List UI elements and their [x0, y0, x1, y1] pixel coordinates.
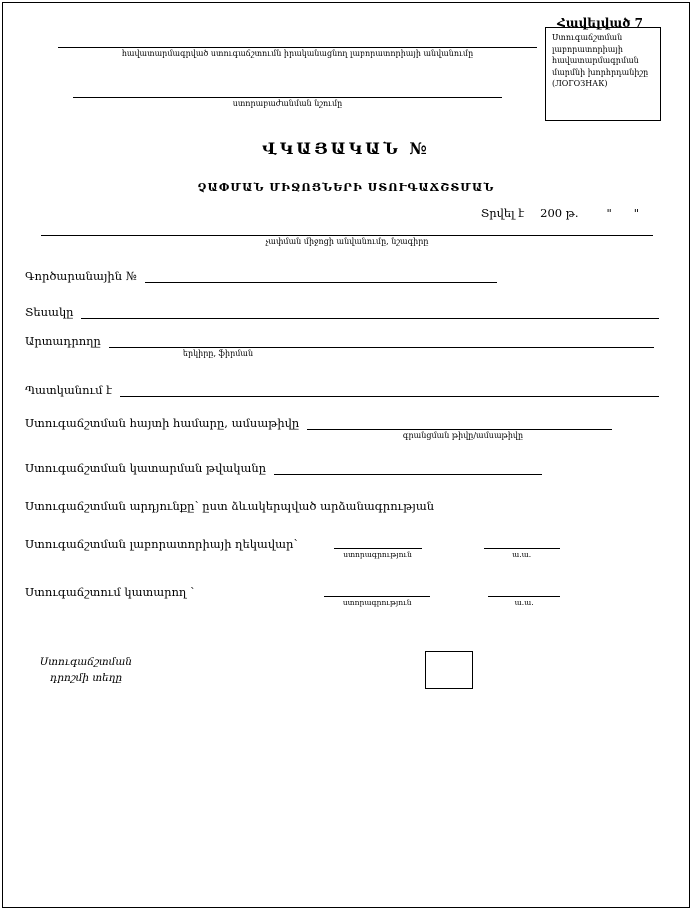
verification-certificate-form — [2, 2, 690, 908]
factory-no-field[interactable] — [145, 269, 497, 283]
performer-initials-block — [488, 585, 560, 607]
lab-head-signature-field[interactable] — [334, 537, 422, 549]
result-row — [3, 499, 689, 513]
lab-head-initials-block — [484, 537, 560, 559]
issued-year: 200 թ. — [540, 206, 579, 220]
appendix-label: Հավելված 7 — [557, 16, 643, 30]
application-row — [3, 416, 689, 430]
lab-head-initials-field[interactable] — [484, 537, 560, 549]
performer-signature-caption: ստորագրություն — [342, 598, 412, 607]
issued-row — [3, 206, 689, 220]
issuing-body-caption: հավատարմագրված ստուգաճշտումն իրականացնող լաբորատորիայի անվանումը — [121, 49, 474, 58]
belongs-to-field[interactable] — [120, 383, 659, 397]
performer-initials-caption: ա.ա. — [514, 598, 534, 607]
verification-date-label: Ստուգաճշտման կատարման թվականը — [25, 461, 267, 475]
stamp-note: Ստուգաճշտման դրոշմի տեղը — [39, 656, 133, 684]
issued-day-quotes: " " — [606, 206, 639, 220]
application-caption: գրանցման թիվը/ամսաթիվը — [402, 431, 524, 440]
instrument-name-field[interactable] — [41, 226, 653, 236]
division-field[interactable] — [73, 85, 502, 98]
issued-label: Տրվել է — [480, 206, 525, 220]
accreditation-logo-box: Ստուգաճշտման լաբորատորիայի հավատարմագրման մարմնի խորհրդանիշը (ЛОГОЗНАК) — [545, 27, 661, 121]
factory-no-row — [3, 269, 689, 283]
stamp-area — [3, 655, 689, 689]
instrument-name-caption: չափման միջոցի անվանումը, նշագիրը — [265, 237, 429, 246]
application-label: Ստուգաճշտման հայտի համարը, ամսաթիվը — [25, 416, 300, 430]
type-label: Տեսակը — [25, 305, 74, 319]
performer-initials-field[interactable] — [488, 585, 560, 597]
performer-signature-block — [324, 585, 430, 607]
manufacturer-caption: երկիրը, ֆիրման — [182, 349, 254, 358]
manufacturer-row — [3, 334, 689, 348]
lab-head-initials-caption: ա.ա. — [512, 550, 532, 559]
performer-label: Ստուգաճշտում կատարող ՝ — [25, 585, 195, 599]
performer-signature-row — [3, 585, 689, 607]
type-row — [3, 305, 689, 319]
belongs-to-row — [3, 383, 689, 397]
manufacturer-label: Արտադրողը — [25, 334, 101, 348]
type-field[interactable] — [81, 305, 659, 319]
form-header — [3, 35, 689, 109]
verification-date-field[interactable] — [274, 461, 542, 475]
verification-date-row — [3, 461, 689, 475]
lab-head-signature-block — [334, 537, 422, 559]
stamp-box — [425, 651, 473, 689]
form-title: ՎԿԱՅԱԿԱՆ № — [262, 139, 430, 158]
issuing-body-field[interactable] — [58, 35, 537, 48]
form-subtitle: ՉԱՓՄԱՆ ՄԻՋՈՑՆԵՐԻ ՍՏՈՒԳԱՃՇՏՄԱՆ — [197, 181, 495, 194]
division-caption: ստորաբաժանման նշումը — [232, 99, 343, 108]
application-field[interactable] — [307, 416, 612, 430]
manufacturer-field[interactable] — [109, 334, 654, 348]
performer-signature-field[interactable] — [324, 585, 430, 597]
belongs-to-label: Պատկանում է — [25, 383, 113, 397]
result-label: Ստուգաճշտման արդյունքը՝ ըստ ձևակերպված արձանագրության — [25, 499, 435, 513]
factory-no-label: Գործարանային № — [25, 269, 137, 283]
lab-head-signature-caption: ստորագրություն — [343, 550, 412, 559]
lab-head-label: Ստուգաճշտման լաբորատորիայի ղեկավար՝ — [25, 537, 298, 551]
lab-head-signature-row — [3, 537, 689, 559]
